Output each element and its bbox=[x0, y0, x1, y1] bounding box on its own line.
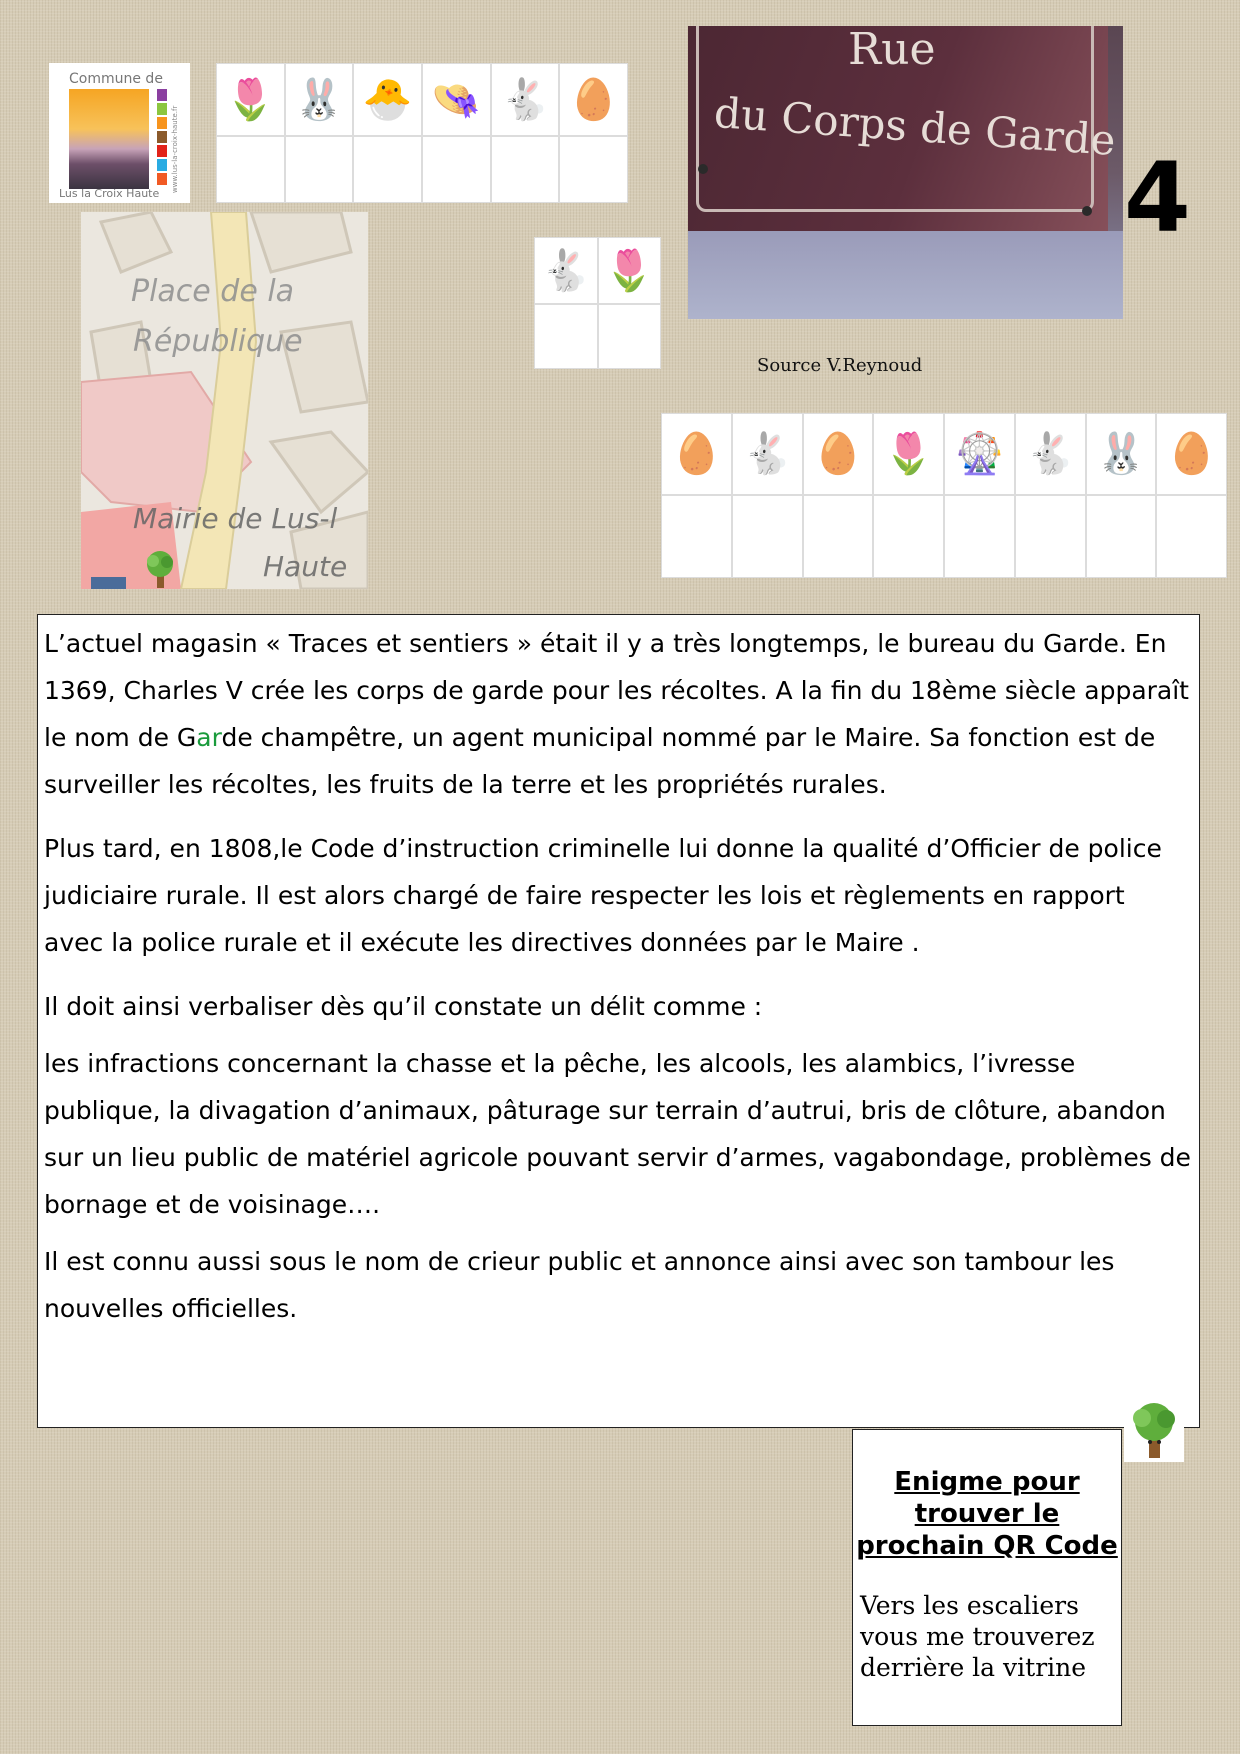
sign-line2: du Corps de Garde bbox=[712, 88, 1118, 165]
map-label-mairie: Mairie de Lus-l bbox=[133, 502, 338, 535]
riddle-title: Enigme pour trouver le prochain QR Code bbox=[856, 1467, 1118, 1561]
commune-logo bbox=[49, 63, 190, 203]
paragraph-1: L’actuel magasin « Traces et sentiers » était il y a très longtemps, le bureau du Garde. En 1369, Charles V crée les corps de garde pour les récoltes. A la fin du 18ème siècle apparaît le nom de Garde champêtre, un agent municipal nommé par le Maire. Sa fonction est de surveiller les récoltes, les fruits de la terre et les propriétés rurales. bbox=[44, 629, 1189, 799]
hatching-chick-icon: 🐣 bbox=[353, 63, 422, 136]
map-label-republique: République bbox=[133, 324, 303, 359]
answer-cell bbox=[803, 495, 874, 578]
easter-egg-icon: 🥚 bbox=[1156, 413, 1227, 495]
tulip-icon: 🌷 bbox=[873, 413, 944, 495]
painted-egg-icon: 🥚 bbox=[803, 413, 874, 495]
answer-cell bbox=[944, 495, 1015, 578]
answer-cell bbox=[534, 304, 598, 369]
grey-rabbit-icon: 🐇 bbox=[732, 413, 803, 495]
easter-icon-grid-right bbox=[661, 413, 1227, 578]
logo-mountain-image bbox=[69, 89, 149, 189]
tree-mascot-icon bbox=[1124, 1400, 1184, 1462]
grey-rabbit-icon: 🐇 bbox=[491, 63, 560, 136]
answer-cell bbox=[1156, 495, 1227, 578]
easter-egg-icon: 🥚 bbox=[661, 413, 732, 495]
answer-cell bbox=[216, 136, 285, 203]
answer-cell bbox=[353, 136, 422, 203]
answer-cell bbox=[732, 495, 803, 578]
riddle-body: Vers les escaliers vous me trouverez derrière la vitrine bbox=[860, 1591, 1095, 1682]
location-map bbox=[81, 212, 368, 589]
answer-cell bbox=[1086, 495, 1157, 578]
page-number: 4 bbox=[1124, 142, 1191, 254]
bunny-with-egg-icon: 🐰 bbox=[1086, 413, 1157, 495]
street-sign-photo bbox=[688, 26, 1123, 319]
photo-source: Source V.Reynoud bbox=[757, 355, 923, 376]
answer-cell bbox=[598, 304, 662, 369]
paragraph-5: Il est connu aussi sous le nom de crieur public et annonce ainsi avec son tambour les nouvelles officielles. bbox=[44, 1247, 1115, 1323]
straw-hat-icon: 👒 bbox=[422, 63, 491, 136]
riddle-box bbox=[852, 1429, 1122, 1726]
history-text-box bbox=[37, 614, 1200, 1428]
answer-cell bbox=[422, 136, 491, 203]
answer-cell bbox=[285, 136, 354, 203]
grey-rabbit-icon: 🐇 bbox=[1015, 413, 1086, 495]
tulip-icon: 🌷 bbox=[598, 237, 662, 304]
easter-icon-grid-top bbox=[216, 63, 628, 203]
paragraph-3: Il doit ainsi verbaliser dès qu’il constate un délit comme : bbox=[44, 992, 763, 1021]
tree-mascot-icon bbox=[143, 550, 177, 588]
logo-color-bars bbox=[157, 89, 167, 187]
highlighted-letters: ar bbox=[196, 723, 222, 752]
paragraph-4: les infractions concernant la chasse et la pêche, les alcools, les alambics, l’ivresse publique, la divagation d’animaux, pâturage sur terrain d’autrui, bris de clôture, abandon sur un lieu public de matériel agricole pouvant servir d’armes, vagabondage, problèmes de bornage et de voisinage…. bbox=[44, 1049, 1191, 1219]
paragraph-2: Plus tard, en 1808,le Code d’instruction criminelle lui donne la qualité d’Officier de police judiciaire rurale. Il est alors chargé de faire respecter les lois et règlements en rapport avec la police rurale et il exécute les directives données par le Maire . bbox=[44, 834, 1162, 957]
answer-cell bbox=[661, 495, 732, 578]
easter-egg-icon: 🥚 bbox=[559, 63, 628, 136]
tulip-icon: 🌷 bbox=[216, 63, 285, 136]
sign-line1: Rue bbox=[848, 26, 936, 75]
map-label-haute: Haute bbox=[263, 550, 348, 583]
pinwheel-icon: 🎡 bbox=[944, 413, 1015, 495]
logo-line2: Lus la Croix Haute bbox=[59, 187, 160, 200]
logo-line1: Commune de bbox=[69, 71, 163, 87]
answer-cell bbox=[559, 136, 628, 203]
grey-rabbit-icon: 🐇 bbox=[534, 237, 598, 304]
street-sign bbox=[688, 26, 1118, 231]
answer-cell bbox=[873, 495, 944, 578]
bunny-with-egg-icon: 🐰 bbox=[285, 63, 354, 136]
answer-cell bbox=[1015, 495, 1086, 578]
answer-cell bbox=[491, 136, 560, 203]
wall bbox=[688, 231, 1123, 319]
map-label-place: Place de la bbox=[131, 274, 295, 309]
logo-url: www.lus-la-croix-haute.fr bbox=[171, 105, 179, 193]
easter-icon-grid-small bbox=[534, 237, 661, 369]
